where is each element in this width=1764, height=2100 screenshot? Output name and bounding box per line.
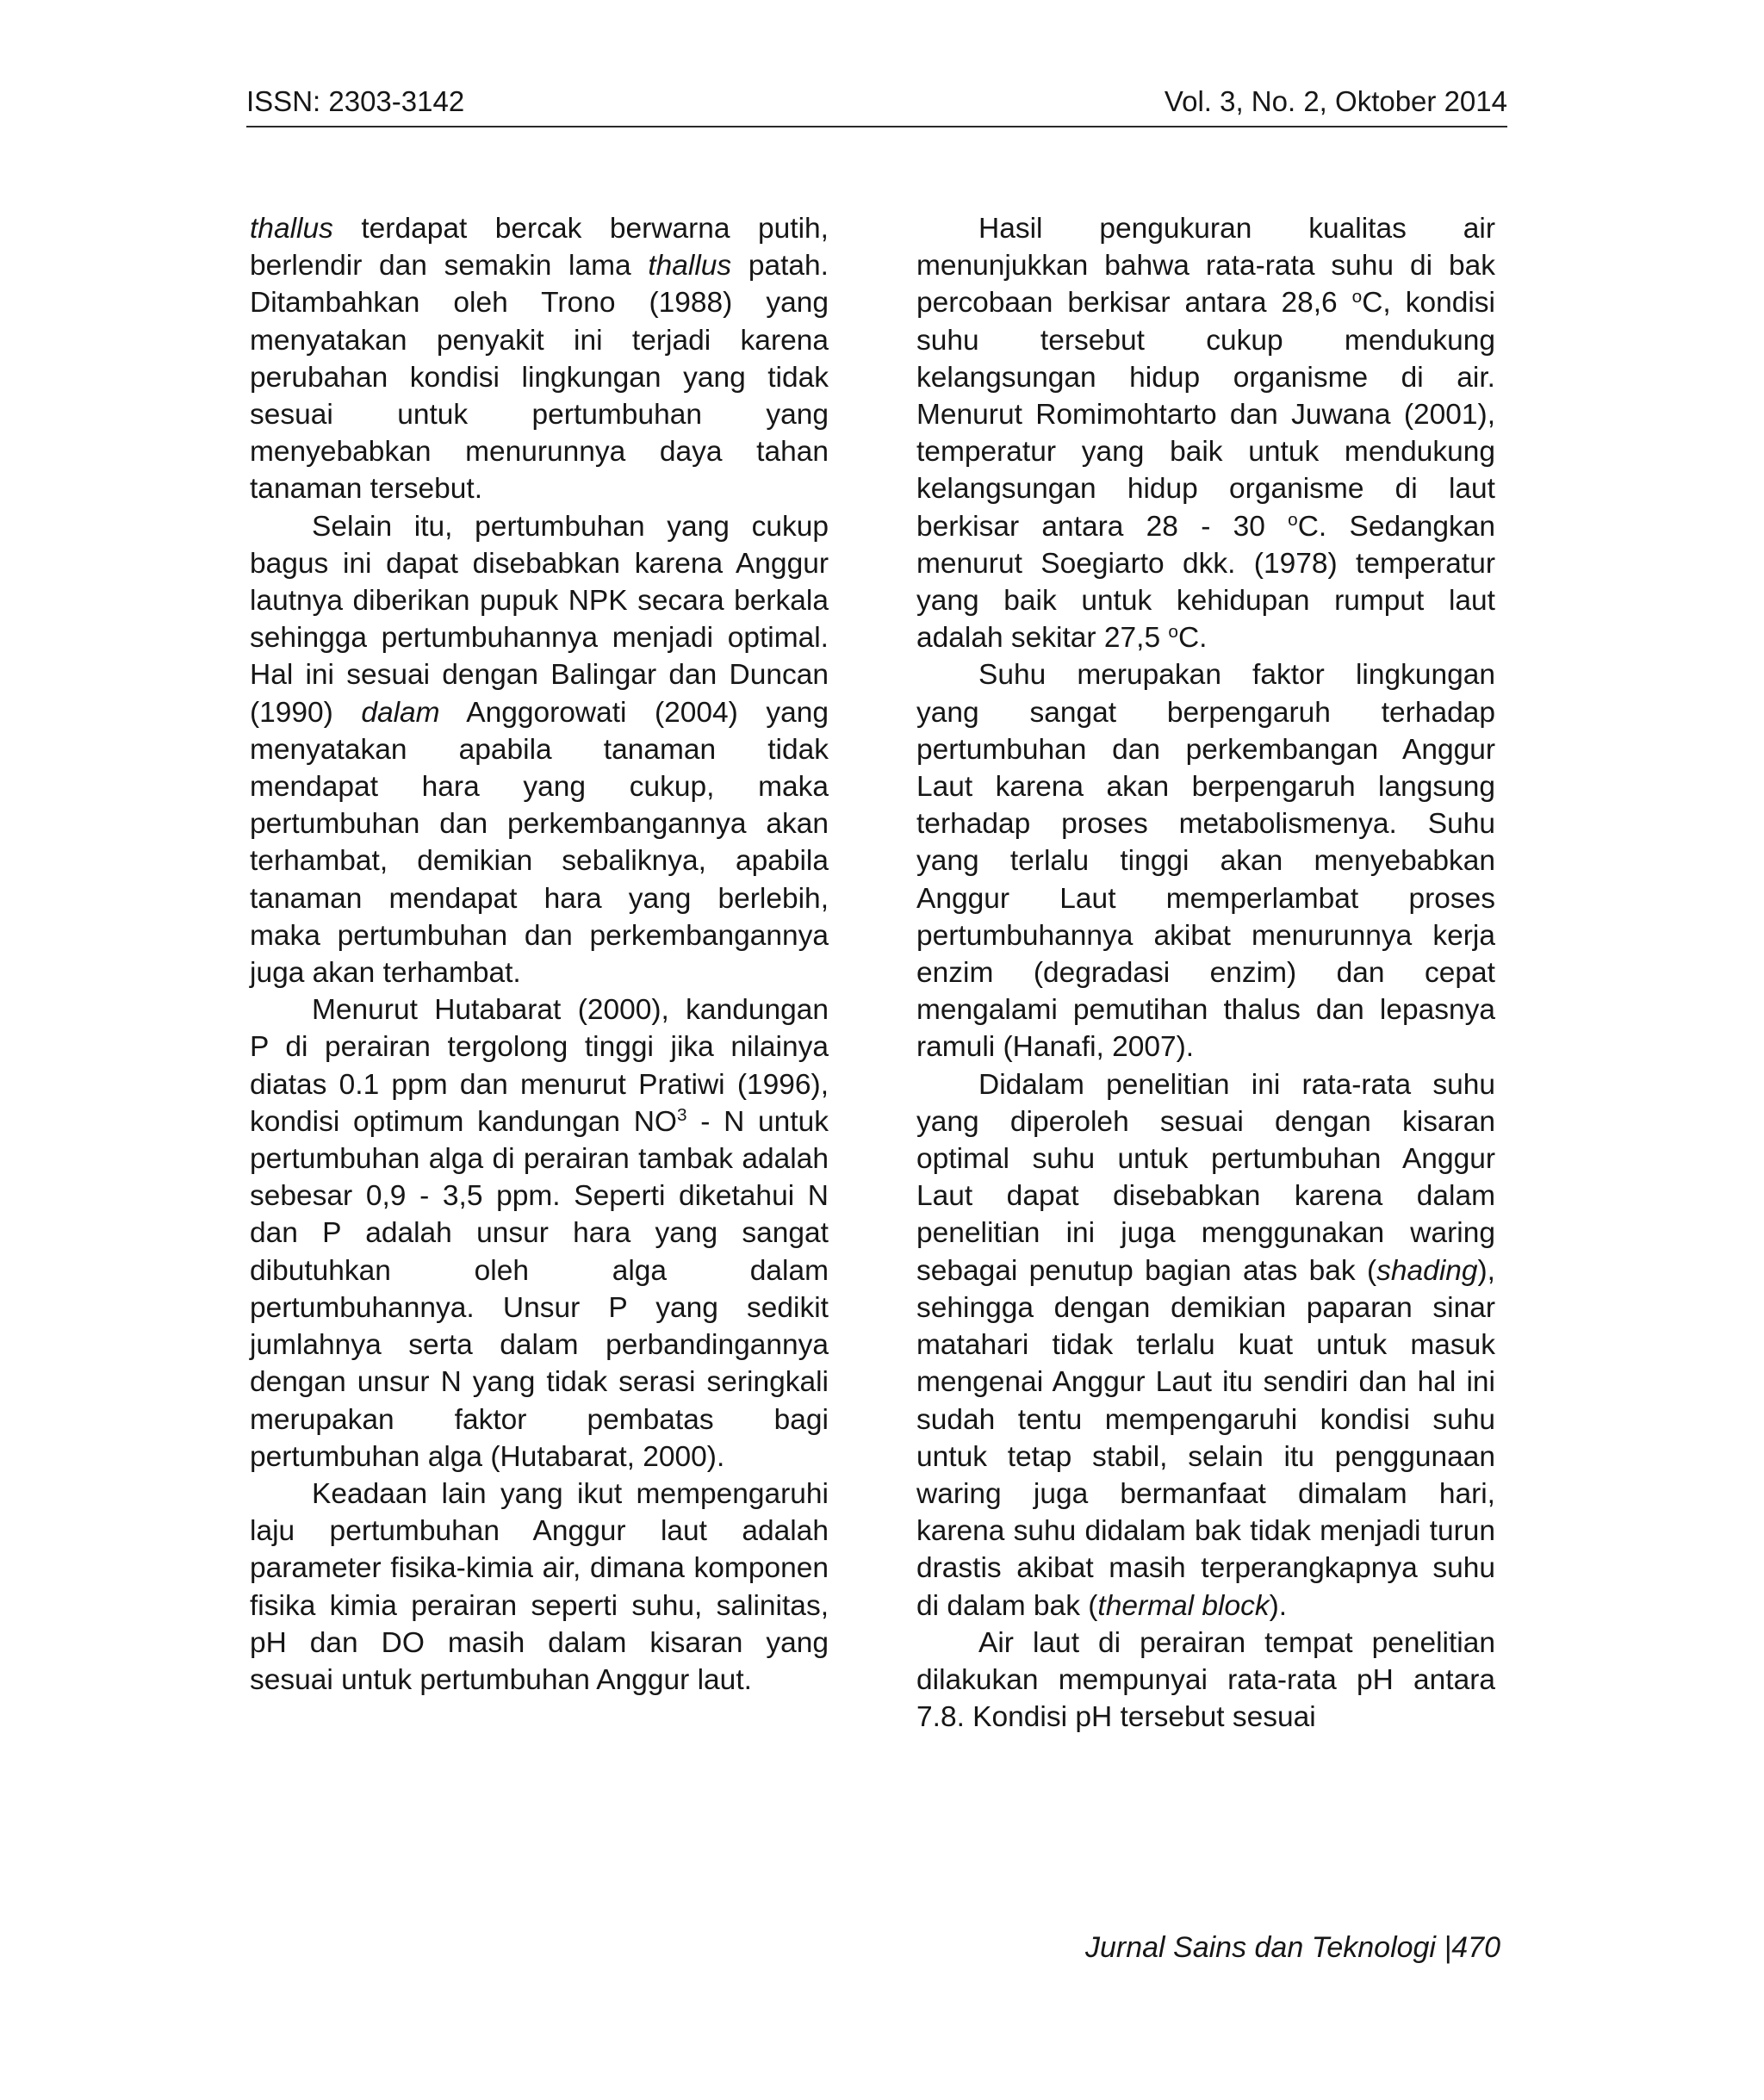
- paragraph: Menurut Hutabarat (2000), kandungan P di perairan tergolong tinggi jika nilainya diatas 0.1 ppm dan menurut Pratiwi (1996), kondisi optimum kandungan $NO^3$ - N untuk pertumbuhan alga di perairan tambak adalah sebesar 0,9 - 3,5 ppm. Seperti diketahui N dan P adalah unsur hara yang sangat dibutuhkan oleh alga dalam pertumbuhannya. Unsur P yang sedikit jumlahnya serta dalam perbandingannya dengan unsur N yang tidak serasi seringkali merupakan faktor pembatas bagi pertumbuhan alga (Hutabarat, 2000).: [250, 994, 829, 1473]
- paragraph: Didalam penelitian ini rata-rata suhu yang diperoleh sesuai dengan kisaran optimal suhu untuk pertumbuhan Anggur Laut dapat disebabkan karena dalam penelitian ini juga menggunakan waring sebagai penutup bagian atas bak (shading), sehingga dengan demikian paparan sinar matahari tidak terlalu kuat untuk masuk mengenai Anggur Laut itu sendiri dan hal ini sudah tentu mempengaruhi kondisi suhu untuk tetap stabil, selain itu penggunaan waring juga bermanfaat dimalam hari, karena suhu didalam bak tidak menjadi turun drastis akibat masih terperangkapnya suhu di dalam bak (thermal block).: [916, 1068, 1495, 1622]
- paragraph: Suhu merupakan faktor lingkungan yang sangat berpengaruh terhadap pertumbuhan dan perkembangan Anggur Laut karena akan berpengaruh langsung terhadap proses metabolismenya. Suhu yang terlalu tinggi akan menyebabkan Anggur Laut memperlambat proses pertumbuhannya akibat menurunnya kerja enzim (degradasi enzim) dan cepat mengalami pemutihan thalus dan lepasnya ramuli (Hanafi, 2007).: [916, 659, 1495, 1064]
- degree-superscript: o: [1351, 286, 1363, 307]
- paragraph: thallus terdapat bercak berwarna putih, berlendir dan semakin lama thallus patah. Ditambahkan oleh Trono (1988) yang menyatakan penyakit ini terjadi karena perubahan kondisi lingkungan yang tidak sesuai untuk pertumbuhan yang menyebabkan menurunnya daya tahan tanaman tersebut.: [250, 213, 829, 506]
- running-footer: [947, 1929, 1500, 1966]
- running-header: [246, 84, 1507, 127]
- paragraph: Keadaan lain yang ikut mempengaruhi laju pertumbuhan Anggur laut adalah parameter fisika-kimia air, dimana komponen fisika kimia perairan seperti suhu, salinitas, pH dan DO masih dalam kisaran yang sesuai untuk pertumbuhan Anggur laut.: [250, 1477, 829, 1696]
- volume-label: Vol. 3, No. 2, Oktober 2014: [1164, 85, 1507, 117]
- right-column: [916, 210, 1495, 1736]
- left-column: [250, 210, 829, 1699]
- paragraph: Air laut di perairan tempat penelitian dilakukan mempunyai rata-rata pH antara 7.8. Kondisi pH tersebut sesuai: [916, 1626, 1495, 1734]
- paragraph: Selain itu, pertumbuhan yang cukup bagus ini dapat disebabkan karena Anggur lautnya diberikan pupuk NPK secara berkala sehingga pertumbuhannya menjadi optimal. Hal ini sesuai dengan Balingar dan Duncan (1990) dalam Anggorowati (2004) yang menyatakan apabila tanaman tidak mendapat hara yang cukup, maka pertumbuhan dan perkembangannya akan terhambat, demikian sebaliknya, apabila tanaman mendapat hara yang berlebih, maka pertumbuhan dan perkembangannya juga akan terhambat.: [250, 510, 829, 990]
- issn-label: ISSN: 2303-3142: [246, 85, 465, 117]
- paragraph: Hasil pengukuran kualitas air menunjukkan bahwa rata-rata suhu di bak percobaan berkisar antara 28,6 $^o$C, kondisi suhu tersebut cukup mendukung kelangsungan hidup organisme di air. Menurut Romimohtarto dan Juwana (2001), temperatur yang baik untuk mendukung kelangsungan hidup organisme di laut berkisar antara 28 - 30 $^o$C. Sedangkan menurut Soegiarto dkk. (1978) temperatur yang baik untuk kehidupan rumput laut adalah sekitar 27,5 $^o$C.: [916, 213, 1495, 655]
- italic-term: shading: [1376, 1254, 1478, 1287]
- italic-term: thallus: [250, 213, 333, 245]
- journal-page-label: Jurnal Sains dan Teknologi |470: [1084, 1931, 1500, 1964]
- degree-superscript: o: [1288, 510, 1298, 531]
- italic-term: dalam: [361, 696, 440, 729]
- superscript: 3: [676, 1105, 687, 1126]
- italic-term: thallus: [648, 250, 732, 283]
- degree-superscript: o: [1168, 621, 1178, 642]
- italic-term: thermal block: [1097, 1589, 1270, 1622]
